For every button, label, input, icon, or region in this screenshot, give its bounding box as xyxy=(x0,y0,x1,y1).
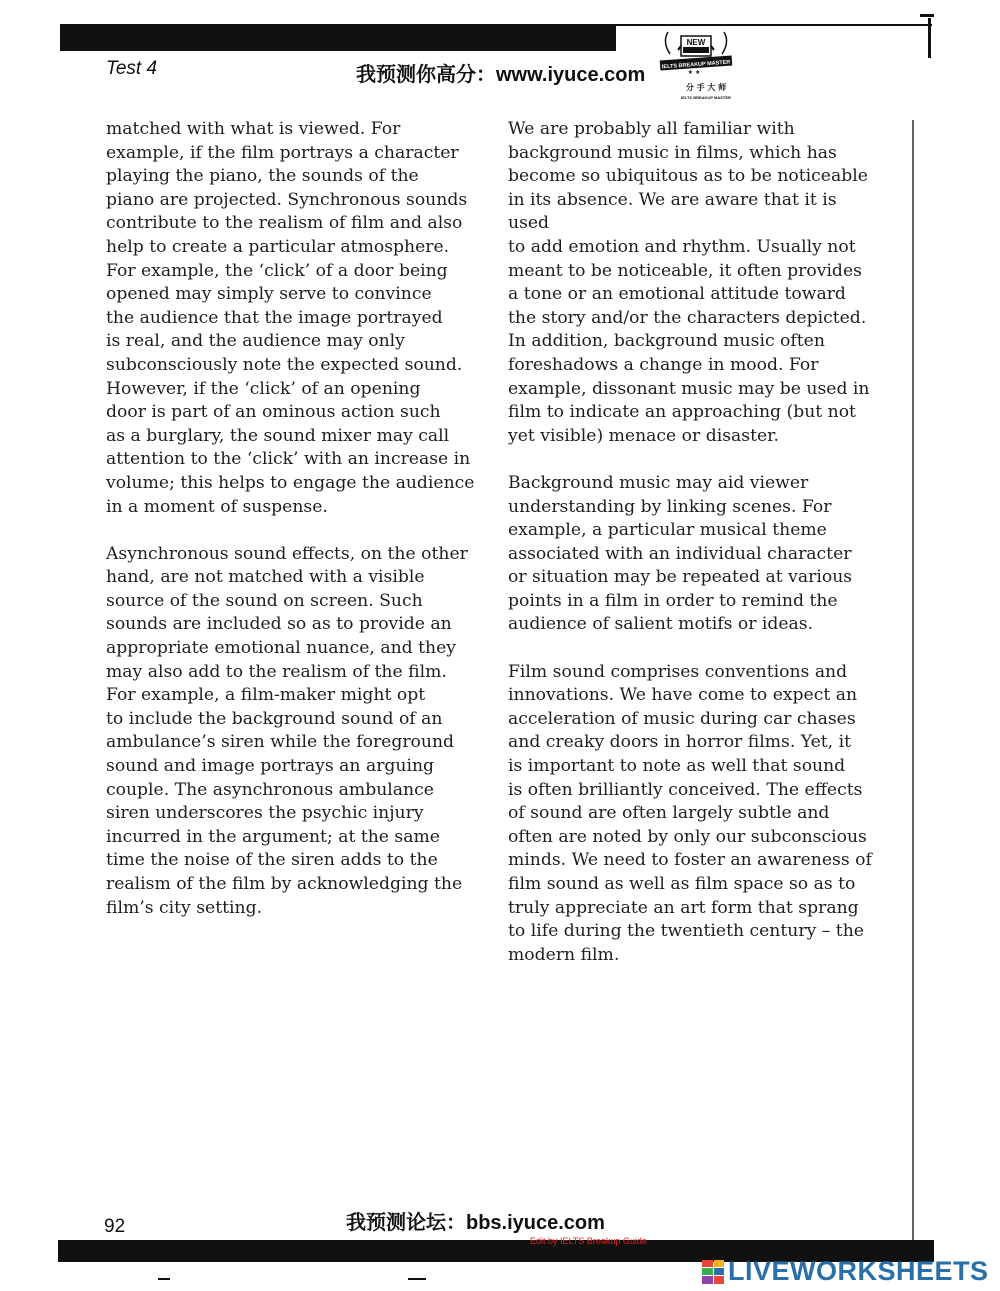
paragraph: We are probably all familiar with background music in films, which has become so ubiquitous as to be noticeable in its absence. We are aware that it is used to add emotion and rhythm. Usually not meant to be noticeable, it often provides a tone or an emotional attitude toward the story and/or the characters depicted. In addition, background music often foreshadows a change in mood. For example, dissonant music may be used in film to indicate an approaching (but not yet visible) menace or disaster. xyxy=(508,119,870,446)
svg-text:★ ★: ★ ★ xyxy=(687,69,701,76)
header-bar xyxy=(60,24,616,51)
edit-note: Edit by IELTS Breakup Guide xyxy=(530,1236,647,1246)
footer-site-text: 我预测论坛：bbs.iyuce.com xyxy=(346,1212,605,1234)
page-number: 92 xyxy=(104,1216,126,1237)
right-column xyxy=(508,118,883,991)
left-column xyxy=(106,118,486,944)
logo-band-text: IELTS BREAKUP MASTER xyxy=(661,59,731,71)
logo-cn-text: 分 手 大 师 xyxy=(685,83,727,92)
corner-mark xyxy=(920,14,934,17)
liveworksheets-icon xyxy=(702,1260,724,1284)
header-site-text: 我预测你高分：www.iyuce.com xyxy=(356,64,646,86)
paragraph: Background music may aid viewer understanding by linking scenes. For example, a particular musical theme associated with an individual character or situation may be repeated at various points in a film in order to remind the audience of salient motifs or ideas. xyxy=(508,472,853,635)
test-label: Test 4 xyxy=(106,58,158,79)
paragraph: Film sound comprises conventions and innovations. We have come to expect an acceleration of music during car chases and creaky doors in horror films. Yet, it is important to note as well that sound is often brilliantly conceived. The effects of sound are often largely subtle and often are noted by only our subconscious minds. We need to foster an awareness of film sound as well as film space so as to truly appreciate an art form that sprang to life during the twentieth century – the modern film. xyxy=(508,661,872,965)
logo-bottom-text: IELTS BREAKUP MASTER xyxy=(681,95,731,100)
ielts-breakup-master-logo xyxy=(648,14,744,104)
logo-top-text: NEW xyxy=(686,38,706,47)
liveworksheets-brand[interactable] xyxy=(702,1256,989,1287)
footer-tick xyxy=(408,1278,426,1280)
corner-mark-vertical xyxy=(928,18,931,58)
margin-line xyxy=(912,120,914,1250)
liveworksheets-text: LIVEWORKSHEETS xyxy=(728,1256,989,1286)
footer-tick xyxy=(158,1278,170,1280)
paragraph: matched with what is viewed. For example, if the film portrays a character playing the piano, the sounds of the piano are projected. Synchronous sounds contribute to the realism of film and also help to create a particular atmosphere. For example, the ‘click’ of a door being opened may simply serve to convince the audience that the image portrayed is real, and the audience may only subconsciously note the expected sound. However, if the ‘click’ of an opening door is part of an ominous action such as a burglary, the sound mixer may call attention to the ‘click’ with an increase in volume; this helps to engage the audience in a moment of suspense. xyxy=(106,119,475,517)
paragraph: Asynchronous sound effects, on the other hand, are not matched with a visible source of the sound on screen. Such sounds are included so as to provide an appropriate emotional nuance, and they may also add to the realism of the film. For example, a film-maker might opt to include the background sound of an ambulance’s siren while the foreground sound and image portrays an arguing couple. The asynchronous ambulance siren underscores the psychic injury incurred in the argument; at the same time the noise of the siren adds to the realism of the film by acknowledging the film’s city setting. xyxy=(106,543,468,918)
